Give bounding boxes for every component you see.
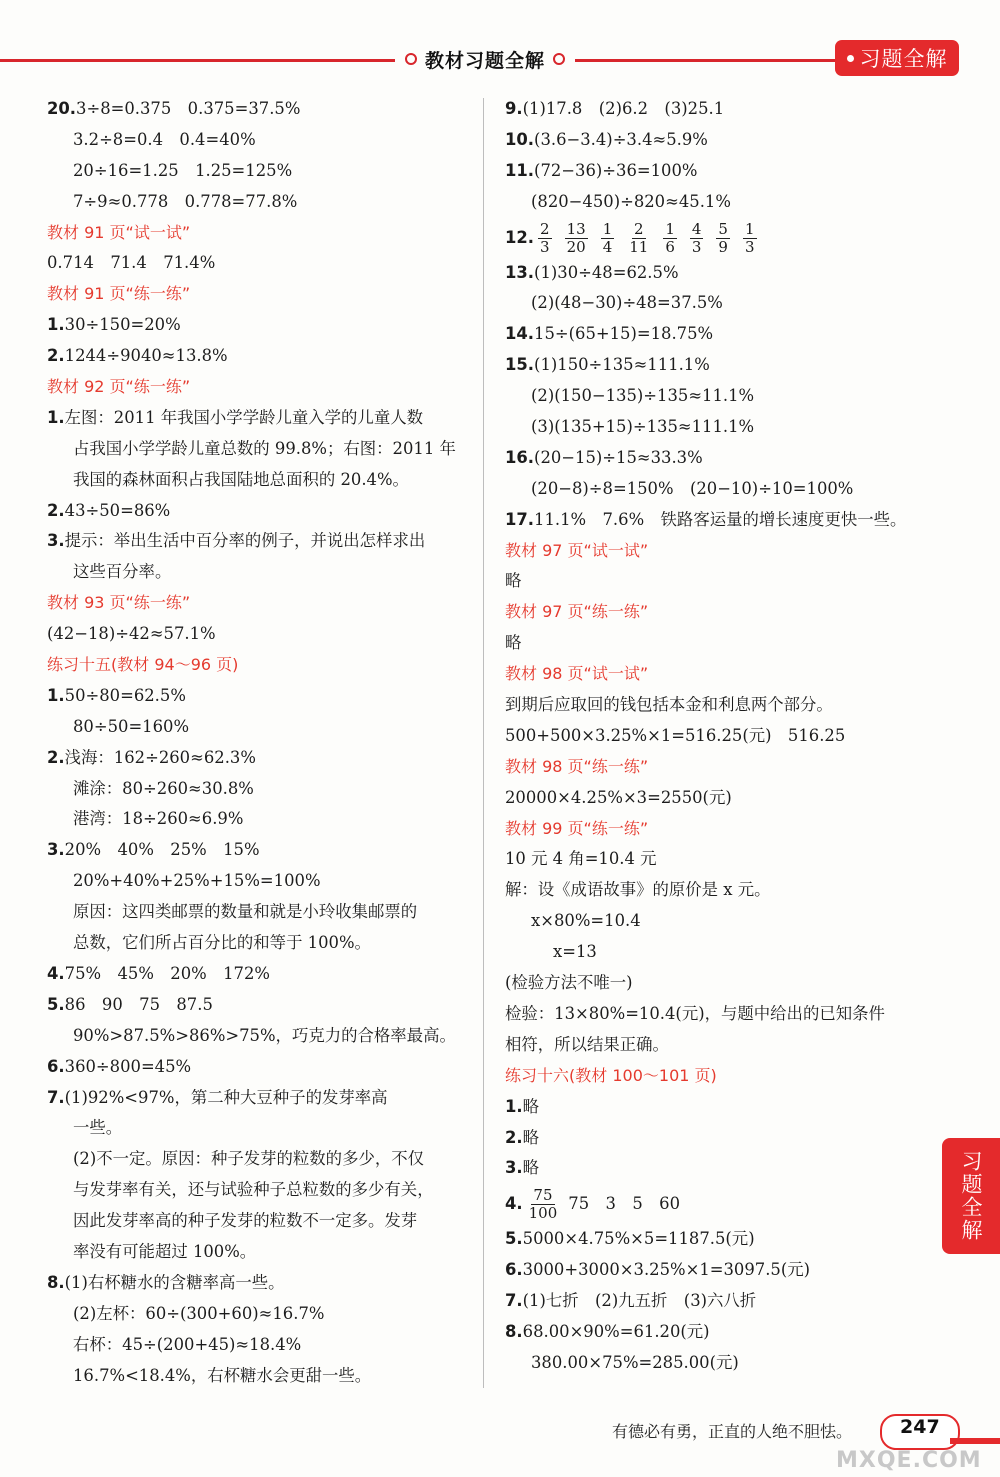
fraction-numerator: 2	[634, 219, 644, 238]
answer-text: 原因：这四类邮票的数量和就是小玲收集邮票的	[73, 902, 418, 922]
item-number: 1.	[505, 1096, 523, 1116]
item-number: 15.	[505, 355, 535, 375]
answer-text: 11.1% 7.6% 铁路客运量的增长速度更快一些。	[534, 509, 907, 529]
answer-line	[505, 1255, 945, 1286]
answer-text: 这些百分率。	[73, 562, 172, 582]
fraction-numerator: 5	[718, 219, 728, 238]
answer-text: 15÷(65+15)=18.75%	[534, 324, 714, 344]
answer-text: (2)(150−135)÷135≈11.1%	[531, 386, 755, 406]
answer-line	[505, 443, 945, 474]
answer-text: 43÷50=86%	[64, 500, 171, 520]
fraction-denominator: 20	[566, 237, 586, 256]
answer-text: 略	[505, 571, 522, 591]
answer-text: 7÷9≈0.778 0.778=77.8%	[73, 191, 298, 211]
answer-line	[47, 1268, 472, 1299]
section-heading	[47, 218, 472, 249]
answer-text: 80÷50=160%	[73, 716, 190, 736]
item-number: 12.	[505, 227, 535, 247]
item-number: 1.	[47, 685, 65, 705]
answer-text: 港湾：18÷260≈6.9%	[73, 809, 244, 829]
section-title: 教材 97 页“试一试”	[505, 540, 649, 560]
fraction-denominator: 6	[665, 237, 675, 256]
item-number: 1.	[47, 315, 65, 335]
fraction	[565, 221, 588, 256]
answer-text: 68.00×90%=61.20(元)	[522, 1321, 710, 1341]
answer-text: 16.7%<18.4%，右杯糖水会更甜一些。	[73, 1365, 372, 1385]
answer-text: 3.2÷8=0.4 0.4=40%	[73, 129, 256, 149]
answer-line	[47, 557, 472, 588]
answer-line	[505, 566, 945, 597]
header-badge-label: 习题全解	[859, 47, 948, 71]
answer-text: 略	[522, 1096, 540, 1116]
answer-text: (2)(48−30)÷48=37.5%	[531, 293, 723, 313]
answer-line	[505, 1153, 945, 1184]
fraction-numerator: 4	[691, 219, 702, 238]
answer-text: 50÷80=62.5%	[64, 685, 186, 705]
answer-text: 提示：举出生活中百分率的例子，并说出怎样求出	[64, 531, 426, 551]
section-heading	[505, 1061, 945, 1092]
fraction	[743, 221, 757, 256]
answer-line	[47, 1021, 472, 1052]
section-title: 教材 99 页“练一练”	[505, 818, 649, 838]
answer-text: 略	[522, 1127, 540, 1147]
answer-line	[47, 835, 472, 866]
answer-text: (820−450)÷820≈45.1%	[531, 191, 731, 211]
answer-line	[505, 721, 945, 752]
item-number: 11.	[505, 160, 535, 180]
item-number: 6.	[505, 1260, 523, 1280]
answer-text: 到期后应取回的钱包括本金和利息两个部分。	[505, 695, 833, 715]
answer-line	[47, 959, 472, 990]
answer-text: 解：设《成语故事》的原价是 x 元。	[505, 880, 771, 900]
item-number: 3.	[47, 531, 65, 551]
answer-line	[47, 526, 472, 557]
answer-text: 占我国小学学龄儿童总数的 99.8%；右图：2011 年	[73, 438, 456, 458]
fraction	[716, 221, 730, 256]
answer-line	[47, 928, 472, 959]
answer-line	[47, 1361, 472, 1392]
fraction-denominator: 100	[528, 1204, 558, 1223]
answer-line	[47, 681, 472, 712]
section-title: 教材 98 页“试一试”	[505, 664, 649, 684]
answer-line	[505, 412, 945, 443]
section-title: 教材 93 页“练一练”	[47, 593, 191, 613]
answer-text: 20000×4.25%×3=2550(元)	[505, 787, 732, 807]
section-heading	[505, 814, 945, 845]
left-column	[47, 94, 472, 1391]
section-title: 教材 91 页“试一试”	[47, 222, 191, 242]
answer-line	[505, 1317, 945, 1348]
answer-line	[505, 875, 945, 906]
fraction-denominator: 4	[602, 237, 613, 256]
answer-line	[505, 474, 945, 505]
answer-line	[47, 1299, 472, 1330]
item-number: 13.	[505, 262, 535, 282]
answer-text: 检验：13×80%=10.4(元)，与题中给出的已知条件	[505, 1003, 885, 1023]
answer-line	[47, 1052, 472, 1083]
header-bullet-icon	[405, 53, 417, 65]
answer-text: x=13	[553, 942, 597, 962]
answer-text: 90%>87.5%>86%>75%，巧克力的合格率最高。	[73, 1025, 456, 1045]
header-title-group	[395, 42, 575, 76]
item-number: 6.	[47, 1056, 65, 1076]
answer-text: (2)不一定。原因：种子发芽的粒数的多少，不仅	[73, 1149, 425, 1169]
right-column	[505, 94, 945, 1379]
fraction-numerator: 2	[540, 219, 550, 238]
fraction	[690, 221, 704, 256]
fraction-numerator: 13	[566, 219, 586, 238]
section-title: 教材 98 页“练一练”	[505, 756, 649, 776]
answer-text: (20−15)÷15≈33.3%	[534, 447, 703, 467]
answer-line	[47, 619, 472, 650]
answer-text: 相符，所以结果正确。	[505, 1034, 669, 1054]
answer-text: 5000×4.75%×5=1187.5(元)	[522, 1229, 755, 1249]
answer-line	[505, 937, 945, 968]
footer-accent-bar	[950, 1438, 1000, 1444]
answer-text: 86 90 75 87.5	[64, 994, 213, 1014]
answer-line	[47, 1144, 472, 1175]
answer-text: 略	[522, 1158, 540, 1178]
item-number: 3.	[47, 840, 65, 860]
answer-line	[47, 341, 472, 372]
answer-line	[47, 774, 472, 805]
section-heading	[505, 536, 945, 567]
section-heading	[47, 650, 472, 681]
item-number: 10.	[505, 129, 535, 149]
answer-text: 75 3 5 60	[568, 1194, 681, 1214]
answer-text: (2)左杯：60÷(300+60)≈16.7%	[73, 1303, 325, 1323]
item-number: 2.	[47, 747, 65, 767]
answer-line	[505, 1348, 945, 1379]
header-badge	[835, 40, 959, 76]
item-number: 14.	[505, 324, 535, 344]
header-bullet-icon	[553, 53, 565, 65]
section-page-range: (教材 100～101 页)	[569, 1065, 717, 1085]
item-number: 8.	[47, 1272, 65, 1292]
item-number: 7.	[47, 1087, 65, 1107]
section-heading	[47, 588, 472, 619]
footer-motto: 有德必有勇，正直的人绝不胆怯。	[612, 1422, 853, 1441]
answer-line	[505, 94, 945, 125]
item-number: 20.	[47, 99, 77, 118]
section-page-range: (教材 94～96 页)	[111, 655, 239, 675]
answer-line	[47, 310, 472, 341]
section-heading	[47, 279, 472, 310]
answer-text: 0.714 71.4 71.4%	[47, 253, 216, 273]
column-divider	[483, 98, 484, 1388]
section-heading	[505, 597, 945, 628]
answer-text: 20% 40% 25% 15%	[64, 840, 260, 860]
answer-text: (1)92%<97%，第二种大豆种子的发芽率高	[64, 1087, 388, 1107]
fraction-denominator: 3	[744, 237, 755, 256]
answer-line	[505, 999, 945, 1030]
section-title: 教材 92 页“练一练”	[47, 377, 191, 397]
answer-line	[47, 156, 472, 187]
answer-text: (20−8)÷8=150% (20−10)÷10=100%	[531, 478, 854, 498]
answer-line	[47, 434, 472, 465]
answer-line	[505, 218, 945, 258]
item-number: 1.	[47, 407, 65, 427]
section-heading	[47, 372, 472, 403]
answer-text: 3÷8=0.375 0.375=37.5%	[76, 99, 301, 118]
item-number: 2.	[505, 1127, 523, 1147]
answer-line	[505, 1224, 945, 1255]
answer-text: 因此发芽率高的种子发芽的粒数不一定多。发芽	[73, 1211, 418, 1231]
answer-line	[47, 897, 472, 928]
fraction	[601, 221, 615, 256]
section-heading	[505, 752, 945, 783]
answer-line	[505, 156, 945, 187]
answer-text: (42−18)÷42≈57.1%	[47, 624, 216, 644]
answer-text: 380.00×75%=285.00(元)	[531, 1352, 739, 1372]
answer-line	[47, 403, 472, 434]
answer-line	[47, 804, 472, 835]
section-title: 练习十五	[47, 655, 112, 675]
answer-line	[505, 505, 945, 536]
answer-text: 75% 45% 20% 172%	[64, 963, 270, 983]
fraction	[527, 1187, 560, 1222]
answer-line	[505, 187, 945, 218]
section-title: 练习十六	[505, 1065, 570, 1085]
answer-line	[505, 844, 945, 875]
answer-text: (1)30÷48=62.5%	[534, 262, 679, 282]
item-number: 7.	[505, 1291, 523, 1311]
answer-text: (检验方法不唯一)	[505, 973, 633, 993]
answer-text: 左图：2011 年我国小学学龄儿童入学的儿童人数	[64, 407, 423, 427]
fraction-numerator: 75	[533, 1186, 553, 1205]
fraction-denominator: 3	[691, 237, 702, 256]
answer-line	[505, 381, 945, 412]
item-number: 4.	[505, 1194, 523, 1214]
item-number: 4.	[47, 963, 65, 983]
item-number: 17.	[505, 509, 535, 529]
answer-text: 360÷800=45%	[64, 1056, 192, 1076]
answer-line	[505, 319, 945, 350]
answer-line	[505, 288, 945, 319]
fraction-denominator: 3	[540, 237, 550, 256]
answer-line	[47, 1113, 472, 1144]
answer-line	[505, 968, 945, 999]
answer-line	[47, 1330, 472, 1361]
item-number: 5.	[47, 994, 65, 1014]
answer-text: 浅海：162÷260≈62.3%	[64, 747, 256, 767]
answer-line	[47, 1206, 472, 1237]
page-number: 247	[900, 1416, 940, 1438]
answer-line	[505, 690, 945, 721]
answer-text: 与发芽率有关，还与试验种子总粒数的多少有关，	[73, 1180, 434, 1200]
answer-line	[505, 1184, 945, 1224]
answer-text: (3.6−3.4)÷3.4≈5.9%	[534, 129, 708, 149]
answer-line	[47, 1237, 472, 1268]
answer-line	[47, 465, 472, 496]
item-number: 2.	[47, 346, 65, 366]
answer-text: 10 元 4 角=10.4 元	[505, 849, 657, 869]
fraction	[663, 221, 677, 256]
watermark: MXQE.COM	[836, 1448, 982, 1473]
fraction-numerator: 1	[744, 219, 755, 238]
answer-text: (3)(135+15)÷135≈111.1%	[531, 417, 755, 437]
answer-text: 20%+40%+25%+15%=100%	[73, 871, 321, 891]
answer-line	[47, 94, 472, 125]
answer-text: (1)17.8 (2)6.2 (3)25.1	[522, 99, 725, 118]
fraction	[538, 221, 552, 256]
answer-text: 总数，它们所占百分比的和等于 100%。	[73, 933, 371, 953]
answer-line	[505, 1286, 945, 1317]
fraction	[627, 221, 650, 256]
side-tab-label: 习题全解	[959, 1150, 983, 1242]
item-number: 16.	[505, 447, 535, 467]
side-tab	[942, 1138, 1000, 1254]
answer-line	[47, 1175, 472, 1206]
answer-line	[47, 187, 472, 218]
answer-text: 我国的森林面积占我国陆地总面积的 20.4%。	[73, 469, 409, 489]
fraction-denominator: 11	[629, 237, 649, 256]
answer-line	[47, 496, 472, 527]
answer-line	[47, 1083, 472, 1114]
answer-text: 500+500×3.25%×1=516.25(元) 516.25	[505, 725, 846, 745]
answer-text: 一些。	[73, 1118, 123, 1138]
answer-text: (1)150÷135≈111.1%	[534, 355, 710, 375]
answer-text: 右杯：45÷(200+45)≈18.4%	[73, 1334, 302, 1354]
answer-text: 1244÷9040≈13.8%	[64, 346, 228, 366]
section-title: 教材 97 页“练一练”	[505, 602, 649, 622]
answer-line	[47, 990, 472, 1021]
answer-line	[505, 783, 945, 814]
answer-line	[505, 350, 945, 381]
fraction-numerator: 1	[602, 219, 613, 238]
answer-text: 滩涂：80÷260≈30.8%	[73, 778, 254, 798]
item-number: 9.	[505, 99, 523, 118]
answer-line	[505, 258, 945, 289]
answer-text: 20÷16=1.25 1.25=125%	[73, 160, 293, 180]
answer-text: 30÷150=20%	[64, 315, 181, 335]
answer-line	[505, 1092, 945, 1123]
badge-dot-icon	[847, 55, 854, 62]
answer-text: (72−36)÷36=100%	[534, 160, 698, 180]
answer-line	[505, 1123, 945, 1154]
answer-line	[505, 1030, 945, 1061]
item-number: 5.	[505, 1229, 523, 1249]
item-number: 3.	[505, 1158, 523, 1178]
answer-text: (1)右杯糖水的含糖率高一些。	[64, 1272, 285, 1292]
item-number: 8.	[505, 1321, 523, 1341]
answer-line	[47, 866, 472, 897]
answer-text: (1)七折 (2)九五折 (3)六八折	[522, 1291, 757, 1311]
fraction-numerator: 1	[665, 219, 675, 238]
answer-line	[505, 125, 945, 156]
answer-line	[47, 125, 472, 156]
answer-text: 率没有可能超过 100%。	[73, 1241, 257, 1261]
item-number: 2.	[47, 500, 65, 520]
answer-text: 3000+3000×3.25%×1=3097.5(元)	[522, 1260, 811, 1280]
section-heading	[505, 659, 945, 690]
header-title: 教材习题全解	[425, 49, 546, 72]
answer-line	[505, 628, 945, 659]
answer-line	[47, 712, 472, 743]
answer-line	[47, 743, 472, 774]
fraction-denominator: 9	[718, 237, 728, 256]
answer-text: 略	[505, 633, 522, 653]
answer-line	[505, 906, 945, 937]
section-title: 教材 91 页“练一练”	[47, 284, 191, 304]
answer-line	[47, 248, 472, 279]
answer-text: x×80%=10.4	[531, 911, 641, 931]
